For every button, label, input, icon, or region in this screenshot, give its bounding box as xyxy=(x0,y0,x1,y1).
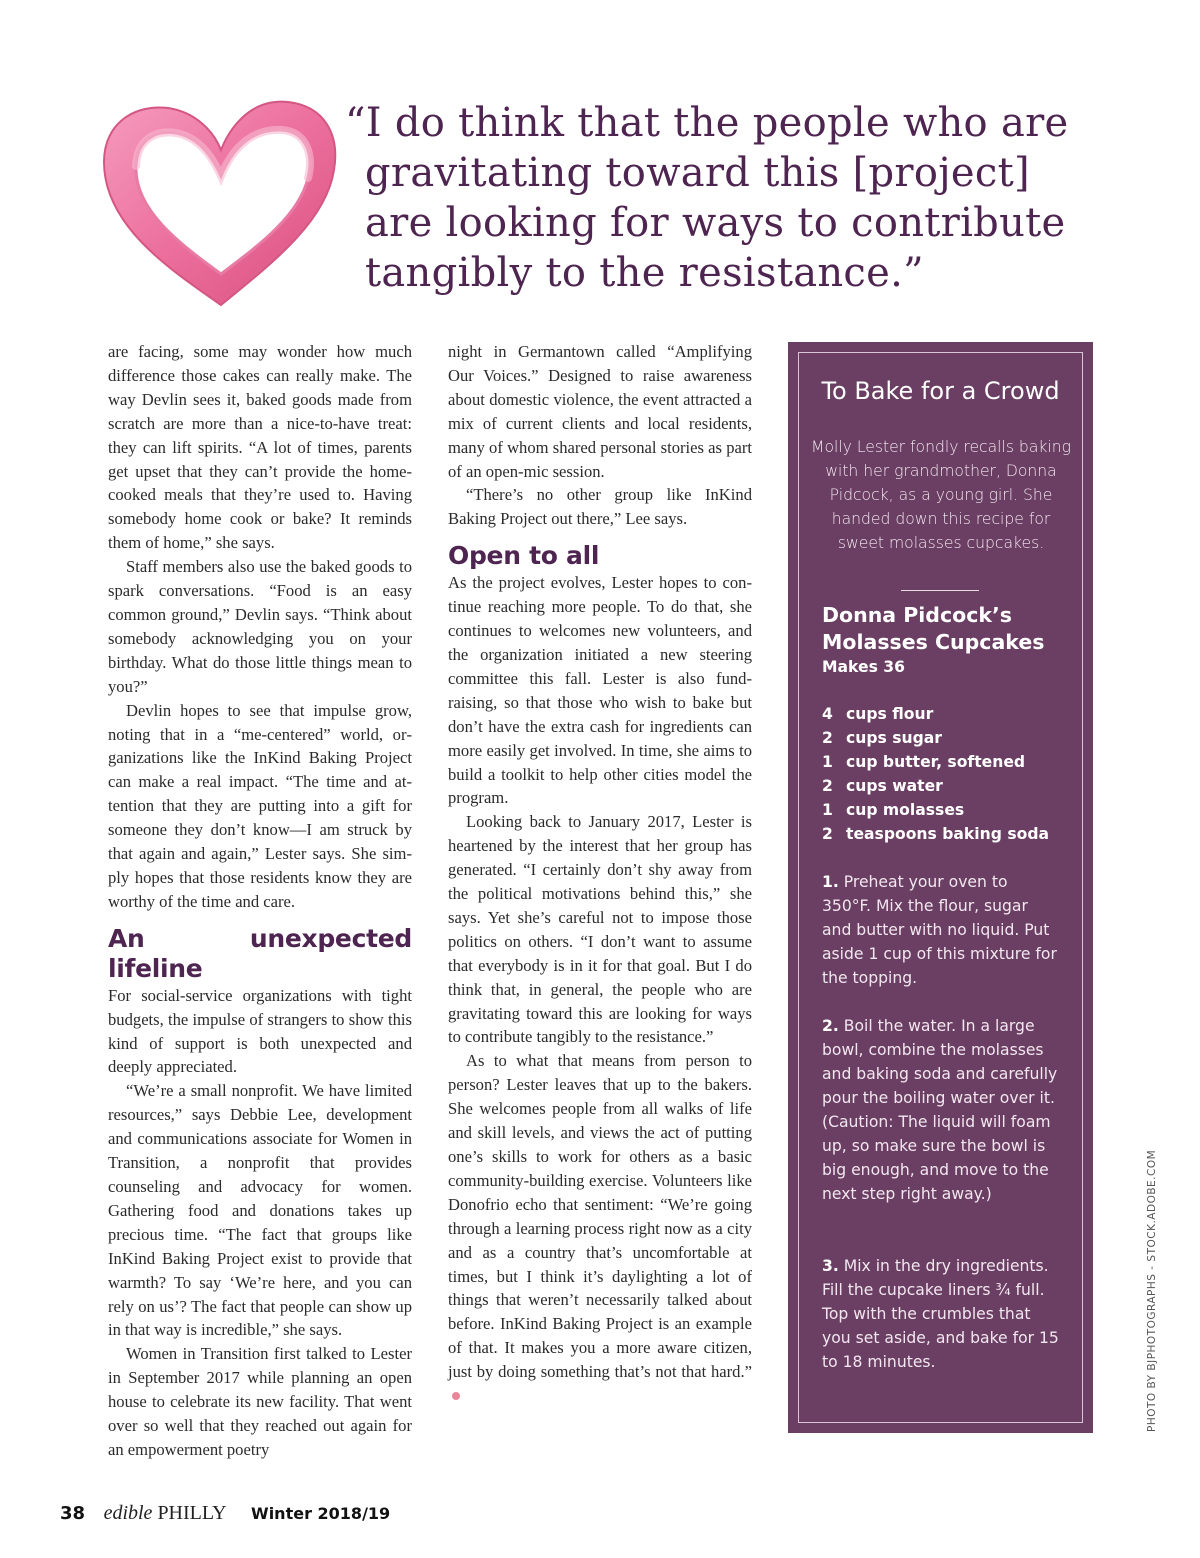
sidebar-intro: Molly Lester fondly recalls baking with her grandmother, Donna Pidcock, as a young girl. She handed down this recipe for sweet molasses cupcakes. xyxy=(811,438,1071,552)
pull-quote-line: tangibly to the resistance.” xyxy=(365,250,924,296)
page-number: 38 xyxy=(60,1503,86,1524)
body-paragraph: “We’re a small nonprofit. We have limited resources,” says Debbie Lee, development and communications associate for Women in Transition, a nonprofit that provides counseling and advocacy for women. Gathering food and donations takes up precious time. “The fact that groups like InKind Baking Project exist to provide that warmth? To say ‘We’re here, and you can rely on us’? The fact that people can show up in that way is incredible,” she says. xyxy=(108,1081,412,1340)
recipe-step: 3. Mix in the dry ingredients. Fill the cupcake liners ¾ full. Top with the crumbles that you set aside, and bake for 15 to 18 minutes. xyxy=(822,1257,1059,1371)
pull-quote xyxy=(345,98,1069,298)
body-paragraph: Women in Transition first talked to Lester in September 2017 while planning an open house to celebrate its new facility. That went over so well that they reached out again for an empowerment poetry xyxy=(108,1344,412,1459)
heart-cookie-cutter-icon xyxy=(96,92,346,317)
recipe-step: 1. Preheat your oven to 350°F. Mix the flour, sugar and butter with no liquid. Put aside 1 cup of this mixture for the topping. xyxy=(822,873,1057,987)
sidebar-divider xyxy=(901,590,979,591)
recipe-yield: Makes 36 xyxy=(822,658,905,676)
pull-quote-line: gravitating toward this [project] xyxy=(365,150,1030,196)
body-paragraph: Looking back to January 2017, Lester is heartened by the interest that her group has generated. “I certainly don’t shy away from the political motivations behind this,” she says. Yet she’s careful not to impose those politics on others. “I don’t want to assume that everybody is in it for that goal. But I do think that, in general, the people who are gravitating toward this are looking for ways to contribute tangibly to the resistance.” xyxy=(448,812,752,1047)
ingredient-item: 1 cup butter, softened xyxy=(822,753,1026,771)
photo-credit: PHOTO BY BJPHOTOGRAPHS - STOCK.ADOBE.COM xyxy=(1146,1149,1158,1432)
ingredient-item: 4 cups flour xyxy=(822,705,934,723)
recipe-step: 2. Boil the water. In a large bowl, combine the molasses and baking soda and carefully pour the boiling water over it. (Caution: The liquid will foam up, so make sure the bowl is big enough, and move to the next step right away.) xyxy=(822,1017,1058,1203)
body-paragraph-last xyxy=(448,1049,752,1408)
end-dot-icon xyxy=(452,1392,460,1400)
body-paragraph-text: As to what that means from person to person? Lester leaves that up to the bakers. She welcomes people from all walks of life and skill levels, and views the act of putting one’s skills to work for others as a basic community-building exercise. Volunteers like Donofrio echo that sentiment: “We’re going through a learning process right now as a city and as a country that’s uncomfortable at times, but I think it’s daylighting a lot of things that weren’t necessarily talked about before. InKind Baking Project is an example of that. It makes you a more aware citizen, just by doing something that’s not that hard.” xyxy=(448,1051,752,1382)
body-paragraph: Devlin hopes to see that impulse grow, noting that in a “me-centered” world, organizations like the InKind Baking Project can make a real impact. “The time and attention that they are putting into a gift for someone they don’t know—I am struck by that again and again,” Lester says. She simply hopes that those residents know they are worthy of the time and care. xyxy=(108,700,412,911)
page-footer xyxy=(60,1500,390,1527)
ingredient-item: 2 cups water xyxy=(822,777,943,795)
ingredient-item: 2 cups sugar xyxy=(822,729,942,747)
article-column-2 xyxy=(448,340,752,1408)
body-paragraph: night in Germantown called “Amplifying Our Voices.” Designed to raise awareness about domestic violence, the event attracted a mix of current clients and local residents, many of whom shared personal stories as part of an open-mic session. xyxy=(448,342,752,481)
article-column-1 xyxy=(108,340,412,1462)
issue-date: Winter 2018/19 xyxy=(251,1504,391,1523)
magazine-name: edible PHILLY xyxy=(103,1502,227,1524)
ingredient-item: 1 cup molasses xyxy=(822,801,965,819)
body-paragraph: For social-service organizations with tight budgets, the impulse of strangers to show this kind of support is both unexpected and deeply appreciated. xyxy=(108,985,412,1077)
section-heading: An unexpected lifeline xyxy=(108,923,412,983)
recipe-sidebar xyxy=(788,342,1093,1433)
ingredient-list xyxy=(822,702,1062,846)
body-paragraph: “There’s no other group like InKind Baking Project out there,” Lee says. xyxy=(448,485,752,529)
body-paragraph: are facing, some may wonder how much difference those cakes can really make. The way Devlin sees it, baked goods made from scratch are more than a nice-to-have treat: they can lift spirits. “A lot of times, parents get upset that they can’t provide the home-cooked meals that they’re used to. Having somebody home cook or bake? It reminds them of home,” she says. xyxy=(108,342,412,553)
section-heading: Open to all xyxy=(448,541,600,571)
pull-quote-line: are looking for ways to contribute xyxy=(365,200,1066,246)
pull-quote-line: “I do think that the people who are xyxy=(345,100,1069,146)
recipe-title: Donna Pidcock’s Molasses Cupcakes xyxy=(822,603,1045,654)
body-paragraph: Staff members also use the baked goods to spark conversations. “Food is an easy common ground,” Devlin says. “Think about somebody acknowledging you on your birthday. What do those little things mean to you?” xyxy=(108,557,412,696)
ingredient-item: 2 teaspoons baking soda xyxy=(822,825,1050,843)
sidebar-title: To Bake for a Crowd xyxy=(821,377,1060,405)
body-paragraph: As the project evolves, Lester hopes to continue reaching more people. To do that, she continues to welcomes new volunteers, and the organization initiated a new steering committee this fall. Lester is also fundraising, so that those who wish to bake but don’t have the extra cash for ingredients can more easily get involved. In time, she aims to build a toolkit to help other cities model the program. xyxy=(448,573,752,808)
